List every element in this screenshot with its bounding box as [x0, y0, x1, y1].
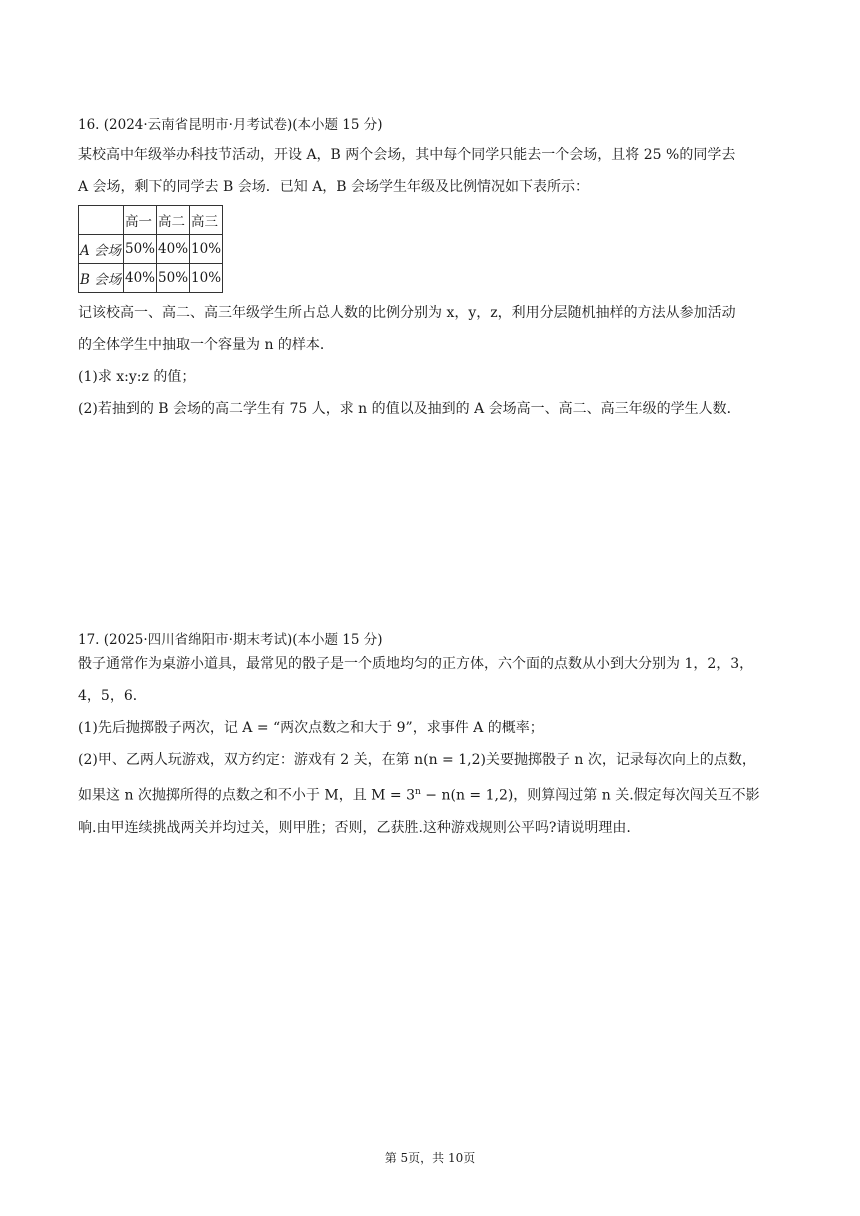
table-row — [79, 264, 223, 293]
question-16-subquestion-2: (2)若抽到的 B 会场的高二学生有 75 人，求 n 的值以及抽到的 A 会场高一、高二、高三年级的学生人数． — [78, 401, 741, 417]
table-cell: 10% — [190, 235, 223, 264]
question-17-paragraph-2: 4，5，6． — [78, 688, 147, 704]
question-17-paragraph-1: 骰子通常作为桌游小道具，最常见的骰子是一个质地均匀的正方体，六个面的点数从小到大分别为 1，2，3， — [78, 656, 754, 672]
table-header-cell: 高二 — [157, 206, 190, 235]
question-16 — [78, 113, 788, 431]
table-header-row — [79, 206, 223, 235]
table-cell: 40% — [124, 264, 157, 293]
page-footer: 第 5页，共 10页 — [384, 1151, 476, 1165]
table-cell: 40% — [157, 235, 190, 264]
question-16-paragraph-4: 的全体学生中抽取一个容量为 n 的样本． — [78, 337, 334, 353]
question-17-subquestion-2-line-1: (2)甲、乙两人玩游戏，双方约定：游戏有 2 关，在第 n(n = 1,2)关要抛掷骰子 n 次，记录每次向上的点数， — [78, 752, 756, 768]
question-17-subquestion-2-line-3: 响.由甲连续挑战两关并均过关，则甲胜；否则，乙获胜.这种游戏规则公平吗?请说明理由. — [78, 819, 631, 836]
line-2-post: − n(n = 1,2)，则算闯过第 n 关.假定每次闯关互不影 — [420, 787, 760, 804]
table-header-cell: 高一 — [124, 206, 157, 235]
question-16-subquestion-1: (1)求 x:y:z 的值； — [78, 369, 196, 385]
table-header-cell: 高三 — [190, 206, 223, 235]
table-cell: A 会场 — [79, 235, 124, 264]
question-17-header: 17. (2025·四川省绵阳市·期末考试)(本小题 15 分) — [78, 632, 383, 648]
question-17-subquestion-1: (1)先后抛掷骰子两次，记 A = “两次点数之和大于 9”，求事件 A 的概率； — [78, 720, 544, 736]
question-17-subquestion-2-line-2 — [78, 782, 788, 806]
table-header-cell — [79, 206, 124, 235]
line-2-pre: 如果这 n 次抛掷所得的点数之和不小于 M，且 M = 3 — [78, 787, 416, 804]
question-16-paragraph-2: A 会场，剩下的同学去 B 会场．已知 A，B 会场学生年级及比例情况如下表所示： — [78, 179, 590, 195]
question-17 — [78, 628, 788, 850]
question-16-paragraph-3: 记该校高一、高二、高三年级学生所占总人数的比例分别为 x，y，z，利用分层随机抽样的方法从参加活动 — [78, 305, 736, 321]
exponent-n: n — [415, 787, 421, 797]
table-cell: B 会场 — [79, 264, 124, 293]
table-cell: 10% — [190, 264, 223, 293]
table-cell: 50% — [124, 235, 157, 264]
venue-grade-table — [78, 205, 223, 293]
table-row — [79, 235, 223, 264]
question-16-header: 16. (2024·云南省昆明市·月考试卷)(本小题 15 分) — [78, 117, 383, 133]
table-cell: 50% — [157, 264, 190, 293]
question-16-paragraph-1: 某校高中年级举办科技节活动，开设 A，B 两个会场，其中每个同学只能去一个会场，且将 25 %的同学去 — [78, 147, 736, 163]
